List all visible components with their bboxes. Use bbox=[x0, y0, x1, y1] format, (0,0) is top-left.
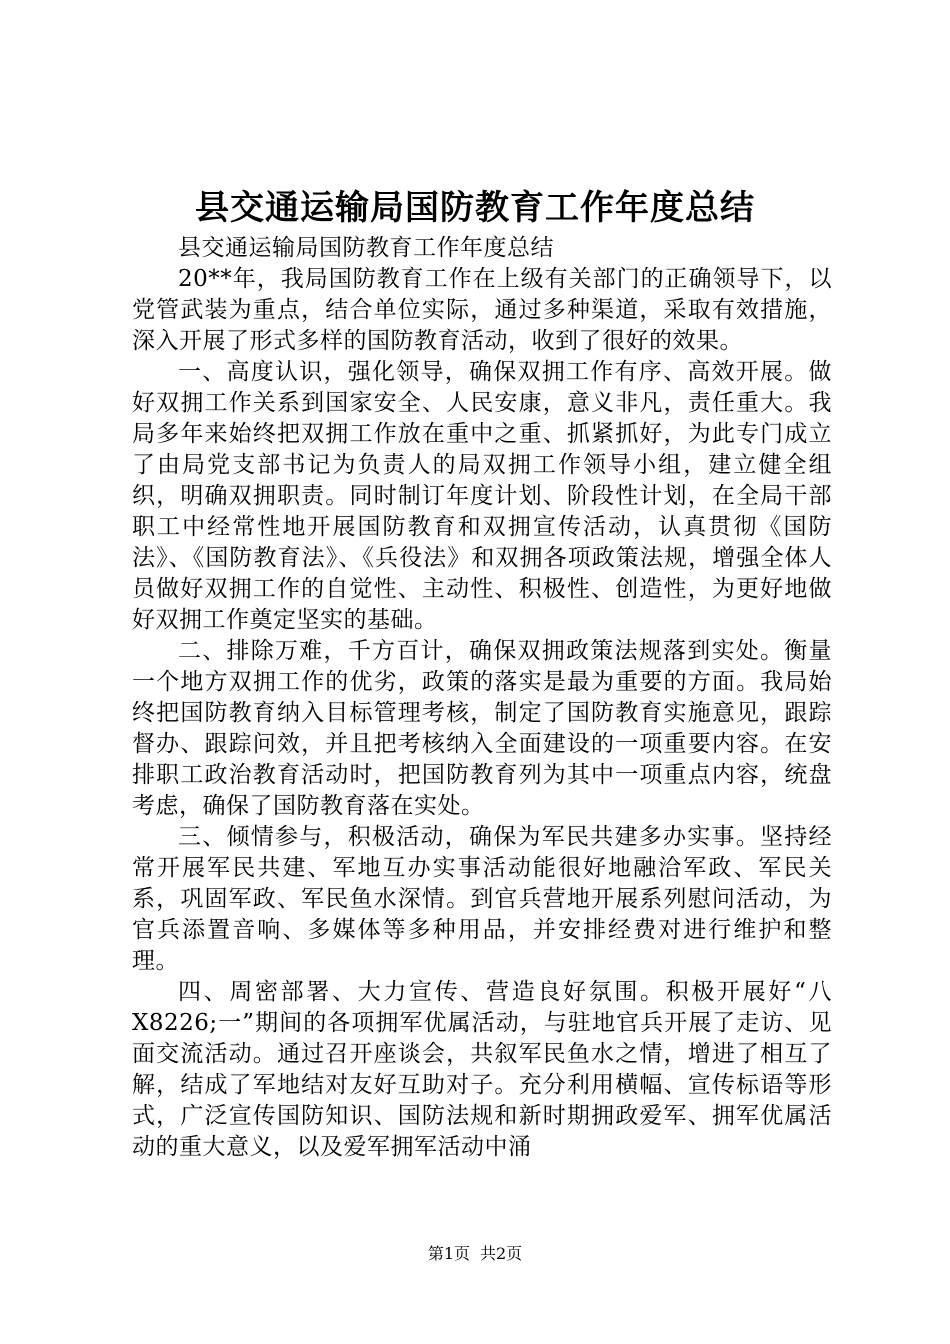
page-footer bbox=[0, 1243, 950, 1265]
document-title: 县交通运输局国防教育工作年度总结 bbox=[195, 188, 755, 228]
paragraph-section-1: 一、高度认识，强化领导，确保双拥工作有序、高效开展。做好双拥工作关系到国家安全、人民安康，意义非凡，责任重大。我局多年来始终把双拥工作放在重中之重、抓紧抓好，为此专门成立了由局党支部书记为负责人的局双拥工作领导小组，建立健全组织，明确双拥职责。同时制订年度计划、阶段性计划，在全局干部职工中经常性地开展国防教育和双拥宣传活动，认真贯彻《国防法》、《国防教育法》、《兵役法》和双拥各项政策法规，增强全体人员做好双拥工作的自觉性、主动性、积极性、创造性，为更好地做好双拥工作奠定坚实的基础。 bbox=[132, 359, 832, 633]
paragraph-section-2: 二、排除万难，千方百计，确保双拥政策法规落到实处。衡量一个地方双拥工作的优劣，政策的落实是最为重要的方面。我局始终把国防教育纳入目标管理考核，制定了国防教育实施意见，跟踪督办、跟踪问效，并且把考核纳入全面建设的一项重要内容。在安排职工政治教育活动时，把国防教育列为其中一项重点内容，统盘考虑，确保了国防教育落在实处。 bbox=[132, 638, 832, 819]
paragraph-subtitle: 县交通运输局国防教育工作年度总结 bbox=[178, 235, 554, 261]
paragraph-intro: 20**年，我局国防教育工作在上级有关部门的正确领导下，以党管武装为重点，结合单位实际，通过多种渠道，采取有效措施，深入开展了形式多样的国防教育活动，收到了很好的效果。 bbox=[132, 266, 832, 354]
page-number-total: 共2页 bbox=[480, 1244, 523, 1263]
paragraph-section-4: 四、周密部署、大力宣传、营造良好氛围。积极开展好“八X8226;一”期间的各项拥军优属活动，与驻地官兵开展了走访、见面交流活动。通过召开座谈会，共叙军民鱼水之情，增进了相互了解，结成了军地结对友好互助对子。充分利用横幅、宣传标语等形式，广泛宣传国防知识、国防法规和新时期拥政爱军、拥军优属活动的重大意义，以及爱军拥军活动中涌 bbox=[132, 979, 832, 1160]
paragraph-section-3: 三、倾情参与，积极活动，确保为军民共建多办实事。坚持经常开展军民共建、军地互办实事活动能很好地融洽军政、军民关系，巩固军政、军民鱼水深情。到官兵营地开展系列慰问活动，为官兵添置音响、多媒体等多种用品，并安排经费对进行维护和整理。 bbox=[132, 824, 832, 974]
document-body bbox=[132, 233, 832, 1163]
page-number-current: 第1页 bbox=[427, 1244, 470, 1263]
